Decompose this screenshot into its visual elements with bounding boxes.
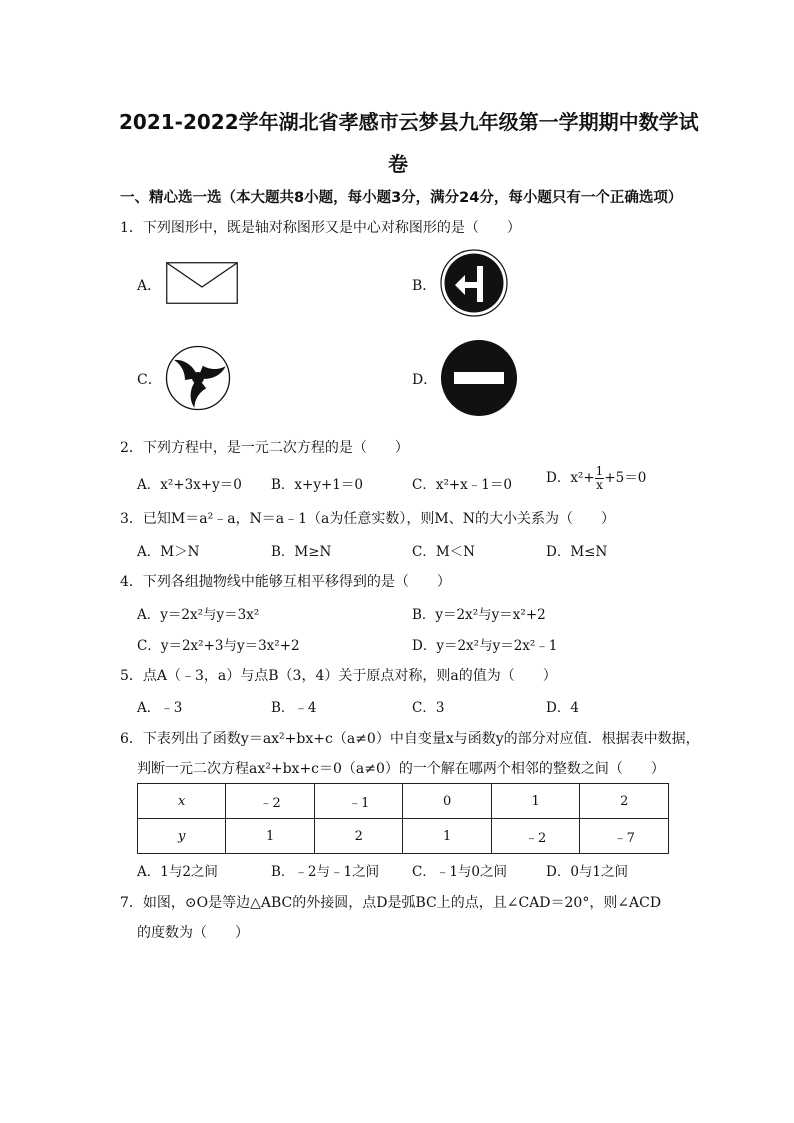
question-2-stem: 2．下列方程中，是一元二次方程的是（ ） xyxy=(120,440,409,456)
q2-option-d-suffix: +5＝0 xyxy=(604,470,647,486)
section-heading: 一、精心选一选（本大题共8小题，每小题3分，满分24分，每小题只有一个正确选项） xyxy=(120,190,683,206)
table-row xyxy=(138,784,669,819)
page-title-line1: 2021-2022学年湖北省孝感市云梦县九年级第一学期期中数学试 xyxy=(119,110,699,134)
q2-option-a: A．x²+3x+y＝0 xyxy=(137,477,242,493)
no-entry-sign-icon xyxy=(440,339,518,421)
q6-option-a: A．1与2之间 xyxy=(137,864,218,880)
page-title-line2: 卷 xyxy=(388,152,408,176)
q4-option-a: A．y＝2x²与y＝3x² xyxy=(137,607,260,623)
question-7-stem-line2: 的度数为（ ） xyxy=(137,925,249,941)
q5-option-b: B．﹣4 xyxy=(271,700,317,716)
table-cell: ﹣1 xyxy=(314,784,403,819)
table-cell: 2 xyxy=(314,819,403,854)
q3-option-b: B．M≥N xyxy=(271,544,332,560)
question-3-stem: 3．已知M＝a²﹣a，N＝a﹣1（a为任意实数），则M、N的大小关系为（ ） xyxy=(120,511,615,527)
q3-option-c: C．M＜N xyxy=(412,544,475,560)
table-cell: 1 xyxy=(491,784,580,819)
q1-option-d-label: D． xyxy=(412,372,438,388)
question-4-stem: 4．下列各组抛物线中能够互相平移得到的是（ ） xyxy=(120,574,451,590)
swirl-icon xyxy=(165,345,231,415)
q6-option-c: C．﹣1与0之间 xyxy=(412,864,508,880)
turn-left-sign-icon xyxy=(440,249,508,321)
question-6-stem-line1: 6．下表列出了函数y＝ax²+bx+c（a≠0）中自变量x与函数y的部分对应值．根据表中数据， xyxy=(120,731,700,747)
q3-option-a: A．M＞N xyxy=(137,544,200,560)
table-cell: 1 xyxy=(403,819,491,854)
q2-option-d xyxy=(546,465,646,492)
table-cell: x xyxy=(138,784,226,819)
q6-option-b: B．﹣2与﹣1之间 xyxy=(271,864,380,880)
q5-option-a: A．﹣3 xyxy=(137,700,183,716)
table-row xyxy=(138,819,669,854)
q2-option-b: B．x+y+1＝0 xyxy=(271,477,363,493)
q4-option-d: D．y＝2x²与y＝2x²﹣1 xyxy=(412,638,558,654)
q4-option-c: C．y＝2x²+3与y＝3x²+2 xyxy=(137,638,300,654)
fraction-denominator: x xyxy=(596,478,603,492)
q3-option-d: D．M≤N xyxy=(546,544,608,560)
table-cell: ﹣2 xyxy=(491,819,580,854)
q2-option-c: C．x²+x﹣1＝0 xyxy=(412,477,512,493)
envelope-icon xyxy=(166,262,238,308)
table-cell: ﹣2 xyxy=(226,784,315,819)
q5-option-c: C．3 xyxy=(412,700,445,716)
table-cell: ﹣7 xyxy=(580,819,669,854)
value-table xyxy=(137,783,669,854)
q5-option-d: D．4 xyxy=(546,700,579,716)
fraction xyxy=(595,465,605,492)
question-7-stem-line1: 7．如图，⊙O是等边△ABC的外接圆，点D是弧BC上的点，且∠CAD＝20°，则∠ACD xyxy=(120,895,662,911)
table-cell: 0 xyxy=(403,784,491,819)
q1-option-a-label: A． xyxy=(137,278,162,294)
question-5-stem: 5．点A（﹣3，a）与点B（3，4）关于原点对称，则a的值为（ ） xyxy=(120,668,557,684)
fraction-numerator: 1 xyxy=(595,464,604,478)
table-cell: 1 xyxy=(226,819,315,854)
question-6-stem-line2: 判断一元二次方程ax²+bx+c＝0（a≠0）的一个解在哪两个相邻的整数之间（ ） xyxy=(137,761,665,777)
table-cell: y xyxy=(138,819,226,854)
q6-option-d: D．0与1之间 xyxy=(546,864,629,880)
q1-option-c-label: C． xyxy=(137,372,162,388)
q1-option-b-label: B． xyxy=(412,278,437,294)
q2-option-d-prefix: D．x²+ xyxy=(546,470,595,486)
question-1-stem: 1．下列图形中，既是轴对称图形又是中心对称图形的是（ ） xyxy=(120,220,521,236)
q4-option-b: B．y＝2x²与y＝x²+2 xyxy=(412,607,546,623)
table-cell: 2 xyxy=(580,784,669,819)
